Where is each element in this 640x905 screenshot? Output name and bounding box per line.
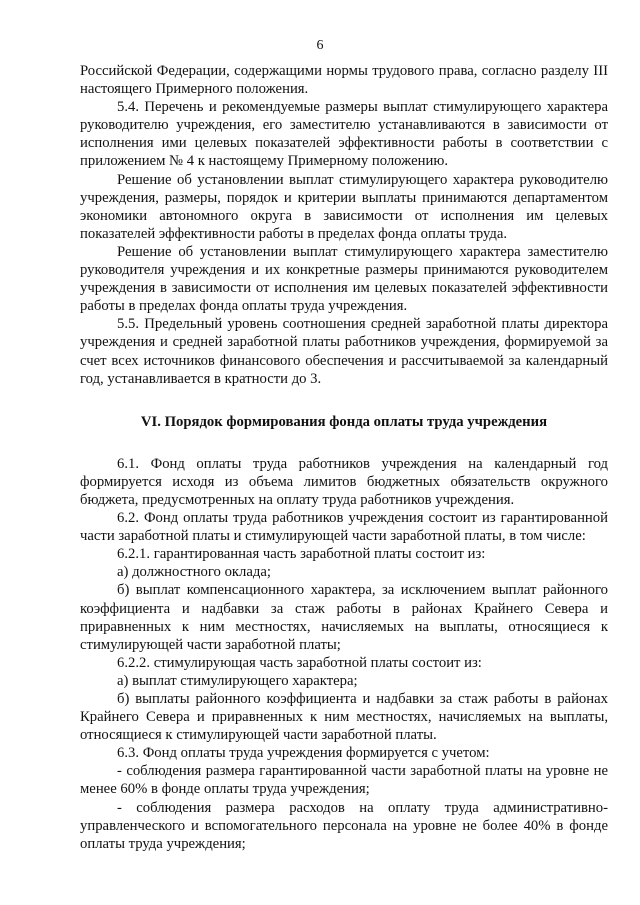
paragraphs-before-heading	[80, 62, 608, 388]
document-body	[80, 62, 608, 853]
paragraph: а) выплат стимулирующего характера;	[117, 672, 358, 689]
paragraph: 6.3. Фонд оплаты труда учреждения формируется с учетом:	[117, 745, 490, 762]
paragraph: 6.2.1. гарантированная часть заработной платы состоит из:	[117, 546, 486, 563]
paragraph: б) выплат компенсационного характера, за исключением выплат районного коэффициента и надбавки за стаж работы в районах Крайнего Севера и приравненных к ним местностях, начисляемых на выплаты, относящиеся к стимулирующей части заработной платы;	[80, 582, 608, 653]
paragraph: а) должностного оклада;	[117, 564, 271, 581]
paragraph: Российской Федерации, содержащими нормы трудового права, согласно разделу III настоящего Примерного положения.	[80, 63, 608, 98]
paragraph: 6.1. Фонд оплаты труда работников учреждения на календарный год формируется исходя из объема лимитов бюджетных обязательств окружного бюджета, предусмотренных на оплату труда работников учреждения.	[80, 455, 608, 508]
paragraph: Решение об установлении выплат стимулирующего характера руководителю учреждения, размеры, порядок и критерии выплаты принимаются департаментом экономики автономного округа в зависимости от исполнения им целевых показателей эффективности работы в пределах фонда оплаты труда.	[80, 171, 608, 242]
paragraph: 6.2. Фонд оплаты труда работников учреждения состоит из гарантированной части заработной платы и стимулирующей части заработной платы, в том числе:	[80, 510, 608, 545]
paragraph: б) выплаты районного коэффициента и надбавки за стаж работы в районах Крайнего Севера и приравненных к ним местностях, начисляемых на выплаты, относящиеся к стимулирующей части заработной платы.	[80, 691, 608, 744]
paragraph: 5.4. Перечень и рекомендуемые размеры выплат стимулирующего характера руководителю учреждения, его заместителю устанавливаются в зависимости от исполнения ими целевых показателей эффективности работы в соответствии с приложением № 4 к настоящему Примерному положению.	[80, 99, 608, 170]
paragraph: 5.5. Предельный уровень соотношения средней заработной платы директора учреждения и средней заработной платы работников учреждения, формируемой за счет всех источников финансового обеспечения и рассчитываемой за календарный год, устанавливается в кратности до 3.	[80, 316, 608, 387]
paragraph: - соблюдения размера расходов на оплату труда административно-управленческого и вспомогательного персонала на уровне не более 40% в фонде оплаты труда учреждения;	[80, 799, 608, 852]
paragraph: 6.2.2. стимулирующая часть заработной платы состоит из:	[117, 654, 482, 671]
paragraphs-after-heading	[80, 455, 608, 853]
section-heading: VI. Порядок формирования фонда оплаты труда учреждения	[140, 413, 548, 430]
page-number: 6	[316, 38, 324, 53]
paragraph: - соблюдения размера гарантированной части заработной платы на уровне не менее 60% в фонде оплаты труда учреждения;	[80, 763, 608, 798]
paragraph: Решение об установлении выплат стимулирующего характера заместителю руководителя учреждения и их конкретные размеры принимаются руководителем учреждения в зависимости от исполнения им целевых показателей эффективности работы в пределах фонда оплаты труда учреждения.	[80, 243, 608, 315]
